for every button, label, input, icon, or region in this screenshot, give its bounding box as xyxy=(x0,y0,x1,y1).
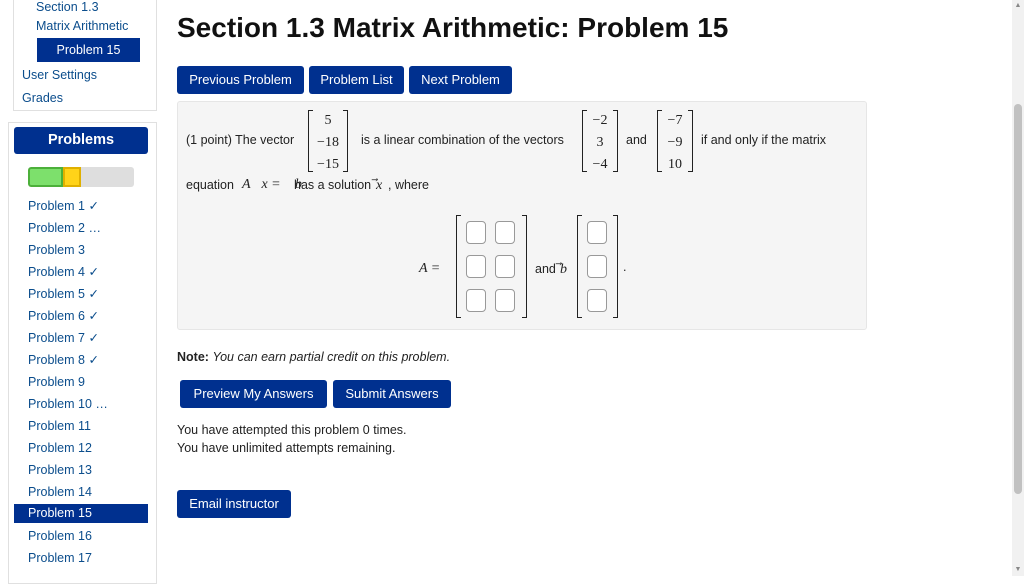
problem-list-item[interactable]: Problem 7 ✓ xyxy=(28,331,99,345)
preview-answers-button[interactable]: Preview My Answers xyxy=(180,380,327,408)
and-b-text: and xyxy=(535,262,556,276)
vector-1 xyxy=(582,110,618,172)
a22-input[interactable] xyxy=(495,255,515,278)
vector-2-entry: 10 xyxy=(668,157,682,172)
vector-b-input xyxy=(577,215,618,318)
target-vector-entry: −18 xyxy=(317,135,339,150)
target-vector-entry: −15 xyxy=(317,157,339,172)
problem-statement xyxy=(177,101,867,330)
page-title: Section 1.3 Matrix Arithmetic: Problem 15 xyxy=(177,12,729,43)
submit-answers-button[interactable]: Submit Answers xyxy=(333,380,451,408)
scroll-thumb[interactable] xyxy=(1014,104,1022,494)
problem-tail-text: if and only if the matrix xyxy=(701,133,827,147)
has-solution-text: has a solution xyxy=(294,178,372,192)
problem-list-item[interactable]: Problem 8 ✓ xyxy=(28,353,99,367)
problem-list-item[interactable]: Problem 11 xyxy=(28,419,91,433)
problem-list-item[interactable]: Problem 14 xyxy=(28,485,92,499)
problem-list-item[interactable]: Problem 1 ✓ xyxy=(28,199,99,213)
problem-list-item[interactable]: Problem 2 … xyxy=(28,221,101,235)
vector-1-entry: −2 xyxy=(592,113,608,128)
problem-intro: (1 point) The vector xyxy=(186,133,295,147)
attempts-remaining: You have unlimited attempts remaining. xyxy=(177,441,396,455)
period: . xyxy=(623,260,627,274)
vector-1-entry: −4 xyxy=(592,157,608,172)
equation-axb: A⃗x = ⃗b xyxy=(242,177,302,192)
course-nav xyxy=(13,0,157,111)
matrix-a-input xyxy=(456,215,527,318)
attempts-status: You have attempted this problem 0 times. xyxy=(177,423,407,437)
problems-panel xyxy=(8,122,157,584)
and-text: and xyxy=(626,133,647,147)
x-vector-symbol: ⃗x xyxy=(376,178,383,193)
b2-input[interactable] xyxy=(587,255,607,278)
a11-input[interactable] xyxy=(466,221,486,244)
page-scrollbar[interactable] xyxy=(1012,0,1024,576)
note-text: You can earn partial credit on this problem. xyxy=(212,350,451,364)
email-instructor-button[interactable]: Email instructor xyxy=(177,490,291,518)
nav-current-problem[interactable]: Problem 15 xyxy=(37,38,140,62)
problem-list-item[interactable]: Problem 9 xyxy=(28,375,85,389)
problem-list-button[interactable]: Problem List xyxy=(309,66,404,94)
nav-set-link[interactable]: Matrix Arithmetic xyxy=(36,19,129,33)
partial-credit-note xyxy=(177,350,450,364)
b1-input[interactable] xyxy=(587,221,607,244)
target-vector-entry: 5 xyxy=(324,113,332,128)
equation-label: equation xyxy=(186,178,234,192)
problem-list-item[interactable]: Problem 16 xyxy=(28,529,92,543)
scroll-up-icon[interactable]: ▲ xyxy=(1014,2,1022,9)
problem-list-item[interactable]: Problem 6 ✓ xyxy=(28,309,99,323)
progress-correct xyxy=(28,167,63,187)
a32-input[interactable] xyxy=(495,289,515,312)
vector-1-entry: 3 xyxy=(596,135,604,150)
problem-list-item[interactable]: Problem 13 xyxy=(28,463,92,477)
progress-partial xyxy=(63,167,81,187)
progress-bar xyxy=(28,167,134,187)
previous-problem-button[interactable]: Previous Problem xyxy=(177,66,304,94)
note-label: Note: xyxy=(177,350,209,364)
a31-input[interactable] xyxy=(466,289,486,312)
problems-header: Problems xyxy=(14,127,148,154)
problem-list-item[interactable]: Problem 12 xyxy=(28,441,92,455)
target-vector xyxy=(308,110,348,172)
a12-input[interactable] xyxy=(495,221,515,244)
where-text: , where xyxy=(388,178,429,192)
vector-2-entry: −9 xyxy=(667,135,683,150)
problem-list-item[interactable]: Problem 17 xyxy=(28,551,92,565)
a21-input[interactable] xyxy=(466,255,486,278)
problem-list-item[interactable]: Problem 4 ✓ xyxy=(28,265,99,279)
nav-section-link[interactable]: Section 1.3 xyxy=(36,0,99,14)
b3-input[interactable] xyxy=(587,289,607,312)
problem-mid-text: is a linear combination of the vectors xyxy=(361,133,564,147)
vector-2-entry: −7 xyxy=(667,113,683,128)
problem-list-item[interactable]: Problem 15 xyxy=(14,504,148,523)
nav-user-settings[interactable]: User Settings xyxy=(22,68,98,82)
nav-grades[interactable]: Grades xyxy=(22,91,63,105)
problem-list-item[interactable]: Problem 3 xyxy=(28,243,85,257)
problem-list xyxy=(14,195,148,569)
next-problem-button[interactable]: Next Problem xyxy=(409,66,512,94)
scroll-down-icon[interactable]: ▼ xyxy=(1014,566,1022,573)
problem-list-item[interactable]: Problem 5 ✓ xyxy=(28,287,99,301)
problem-list-item[interactable]: Problem 10 … xyxy=(28,397,108,411)
vector-2 xyxy=(657,110,693,172)
b-vector-symbol: ⃗b xyxy=(560,262,567,277)
matrix-a-label: A = xyxy=(419,261,441,276)
